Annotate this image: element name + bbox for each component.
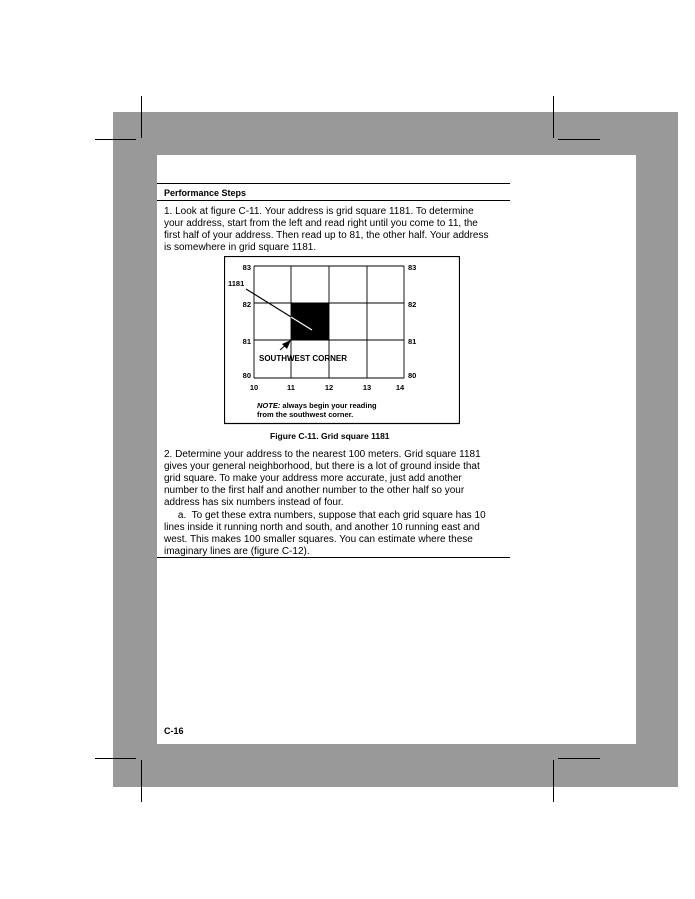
step-2-line: address has six numbers instead of four. xyxy=(164,497,344,508)
southwest-corner-label: SOUTHWEST CORNER xyxy=(259,354,347,363)
figure-note xyxy=(257,401,377,410)
step-2a-line: west. This makes 100 smaller squares. You can estimate where these xyxy=(164,534,473,545)
crop-mark-tr-v xyxy=(553,96,554,138)
crop-mark-tl-h xyxy=(95,139,136,140)
step-2-line: number to the first half and another number to the other half so your xyxy=(164,485,465,496)
step-2a-line: a. To get these extra numbers, suppose that each grid square has 10 xyxy=(164,510,486,521)
step-1-line: first half of your address. Then read up to 81, the other half. Your address xyxy=(164,230,489,241)
left-label-83: 83 xyxy=(242,263,251,272)
figure-note-line-2: from the southwest corner. xyxy=(257,410,354,419)
right-label-83: 83 xyxy=(408,263,417,272)
title-rule xyxy=(157,200,510,201)
step-2-paragraph xyxy=(164,449,504,509)
bottom-label-13: 13 xyxy=(362,383,372,392)
header-rule xyxy=(157,183,510,184)
step-2a-line: lines inside it running north and south, and another 10 running east and xyxy=(164,522,480,533)
bottom-label-14: 14 xyxy=(395,383,405,392)
right-label-80: 80 xyxy=(408,371,417,380)
note-text: always begin your reading xyxy=(280,401,377,410)
grid-label: 1181 xyxy=(228,279,245,288)
left-label-81: 81 xyxy=(242,337,251,346)
step-2a-line: imaginary lines are (figure C-12). xyxy=(164,546,310,557)
step-1-line: your address, start from the left and read right until you come to 11, the xyxy=(164,218,478,229)
step-1-line: 1. Look at figure C-11. Your address is grid square 1181. To determine xyxy=(164,206,474,217)
step-2-line: 2. Determine your address to the nearest 100 meters. Grid square 1181 xyxy=(164,449,481,460)
crop-mark-tr-h xyxy=(558,139,600,140)
step-2-line: grid square. To make your address more accurate, just add another xyxy=(164,473,462,484)
step-2-line: gives your general neighborhood, but there is a lot of ground inside that xyxy=(164,461,480,472)
note-label: NOTE: xyxy=(257,401,281,410)
left-label-82: 82 xyxy=(242,300,251,309)
crop-mark-br-h xyxy=(558,758,600,759)
crop-mark-tl-v xyxy=(141,96,142,138)
figure-caption: Figure C-11. Grid square 1181 xyxy=(270,431,390,441)
bottom-label-12: 12 xyxy=(324,383,334,392)
step-1-line: is somewhere in grid square 1181. xyxy=(164,242,317,253)
page-number: C-16 xyxy=(164,726,184,736)
bottom-label-10: 10 xyxy=(249,383,259,392)
bottom-label-11: 11 xyxy=(287,383,295,392)
grid-square-1181 xyxy=(291,303,329,340)
right-label-82: 82 xyxy=(408,300,417,309)
left-label-80: 80 xyxy=(242,371,251,380)
step-2a-paragraph xyxy=(164,510,504,558)
step-1-paragraph xyxy=(164,206,504,254)
crop-mark-br-v xyxy=(553,760,554,802)
crop-mark-bl-v xyxy=(141,760,142,802)
footer-rule xyxy=(157,557,510,558)
grid-square-figure xyxy=(224,256,460,425)
right-label-81: 81 xyxy=(408,337,417,346)
section-title: Performance Steps xyxy=(164,188,247,198)
crop-mark-bl-h xyxy=(95,758,136,759)
